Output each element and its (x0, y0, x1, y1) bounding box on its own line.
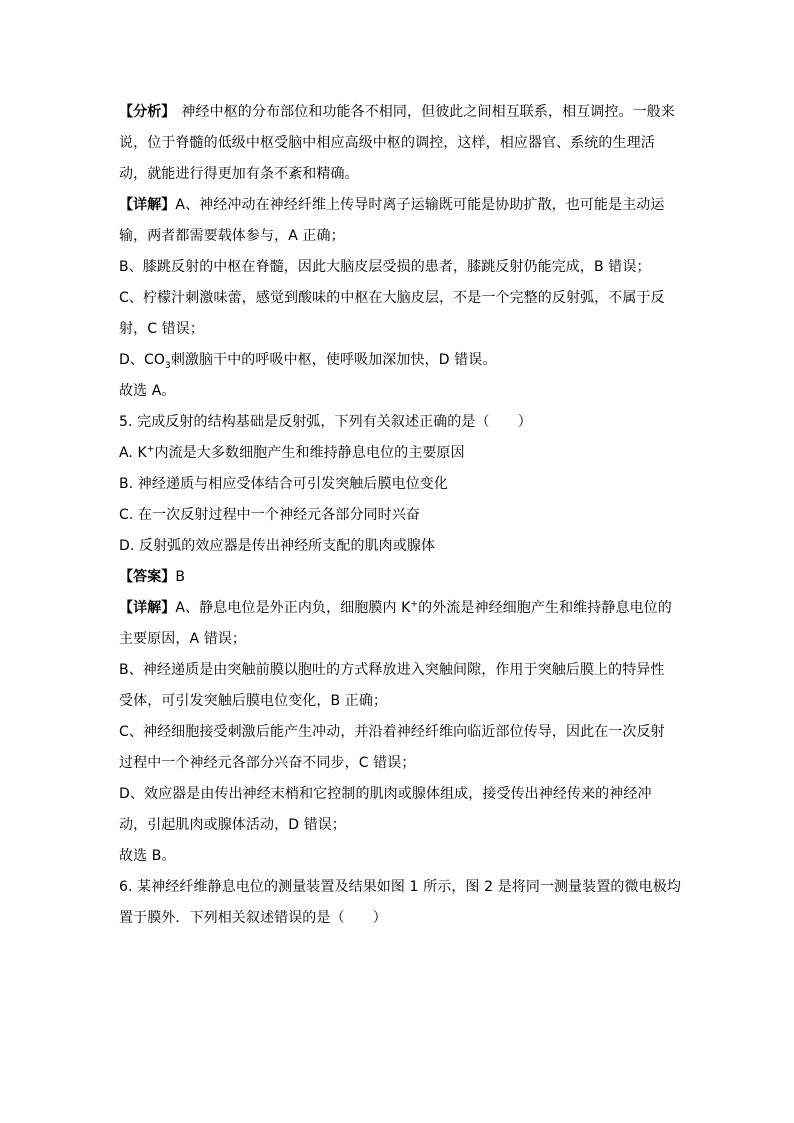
answer-value: B (175, 569, 186, 585)
question5-detail-line-1 (119, 593, 679, 624)
question5-detail-line-8: 动，引起肌肉或腺体活动，D 错误； (119, 817, 346, 833)
analysis-text: 神经中枢的分布部位和功能各不相同，但彼此之间相互联系，相互调控。一般来 (181, 104, 675, 120)
detail5-label: 【详解】 (119, 600, 176, 616)
option-a-prefix: A. K (119, 445, 147, 461)
detail4-line-4: C、柠檬汁刺激味蕾，感觉到酸味的中枢在大脑皮层，不是一个完整的反射弧，不属于反 (119, 290, 665, 306)
detail5-line-1-prefix: A、静息电位是外正内负，细胞膜内 K (175, 600, 411, 616)
co2-prefix: D、CO (119, 352, 165, 368)
detail5-line-1-suffix: 的外流是神经细胞产生和维持静息电位的 (418, 600, 672, 616)
option-a-text: 内流是大多数细胞产生和维持静息电位的主要原因 (154, 445, 465, 461)
detail4-line-6 (119, 345, 679, 376)
detail4-line-3: B、膝跳反射的中枢在脊髓，因此大脑皮层受损的患者，膝跳反射仍能完成，B 错误； (119, 259, 651, 275)
detail4-line-6-text: 刺激脑干中的呼吸中枢，使呼吸加深加快，D 错误。 (170, 352, 497, 368)
question5-answer (119, 562, 679, 593)
detail4-line-5: 射，C 错误； (119, 321, 204, 337)
detail5-superscript: + (410, 599, 419, 610)
question5-stem: 5. 完成反射的结构基础是反射弧，下列有关叙述正确的是（ ） (119, 414, 532, 430)
question5-detail-line-2: 主要原因，A 错误； (119, 631, 247, 647)
question5-option-d: D. 反射弧的效应器是传出神经所支配的肌肉或腺体 (119, 538, 436, 554)
question5-option-a (119, 438, 679, 469)
detail4-text: A、神经冲动在神经纤维上传导时离子运输既可能是协助扩散，也可能是主动运 (175, 197, 665, 213)
question5-conclusion: 故选 B。 (119, 848, 176, 864)
detail4-conclusion: 故选 A。 (119, 383, 176, 399)
question5-detail-line-4: 受体，可引发突触后膜电位变化，B 正确； (119, 693, 388, 709)
detail4-line-2: 输，两者都需要载体参与，A 正确； (119, 228, 345, 244)
question5-detail-line-6: 过程中一个神经元各部分兴奋不同步，C 错误； (119, 755, 416, 771)
analysis-line-3: 动，就能进行得更加有条不紊和精确。 (119, 166, 359, 182)
detail4-label: 【详解】 (119, 197, 176, 213)
detail4-line-1 (119, 190, 679, 221)
question6-stem-line-2: 置于膜外．下列相关叙述错误的是（ ） (119, 910, 387, 926)
question5-detail-line-7: D、效应器是由传出神经末梢和它控制的肌肉或腺体组成，接受传出神经传来的神经冲 (119, 786, 652, 802)
question5-detail-line-5: C、神经细胞接受刺激后能产生冲动，并沿着神经纤维向临近部位传导，因此在一次反射 (119, 724, 665, 740)
question5-option-b: B. 神经递质与相应受体结合可引发突触后膜电位变化 (119, 476, 449, 492)
analysis-line-1 (119, 97, 679, 128)
question5-detail-line-3: B、神经递质是由突触前膜以胞吐的方式释放进入突触间隙，作用于突触后膜上的特异性 (119, 662, 665, 678)
analysis-label: 【分析】 (119, 104, 176, 120)
question5-option-c: C. 在一次反射过程中一个神经元各部分同时兴奋 (119, 507, 420, 523)
answer-label: 【答案】 (119, 569, 176, 585)
page-content (119, 97, 679, 934)
question6-stem-line-1: 6. 某神经纤维静息电位的测量装置及结果如图 1 所示，图 2 是将同一测量装置的微电极均 (119, 879, 681, 895)
analysis-line-2: 说，位于脊髓的低级中枢受脑中相应高级中枢的调控，这样，相应器官、系统的生理活 (119, 135, 655, 151)
option-a-superscript: + (146, 444, 155, 455)
co2-subscript: 3 (164, 360, 171, 371)
